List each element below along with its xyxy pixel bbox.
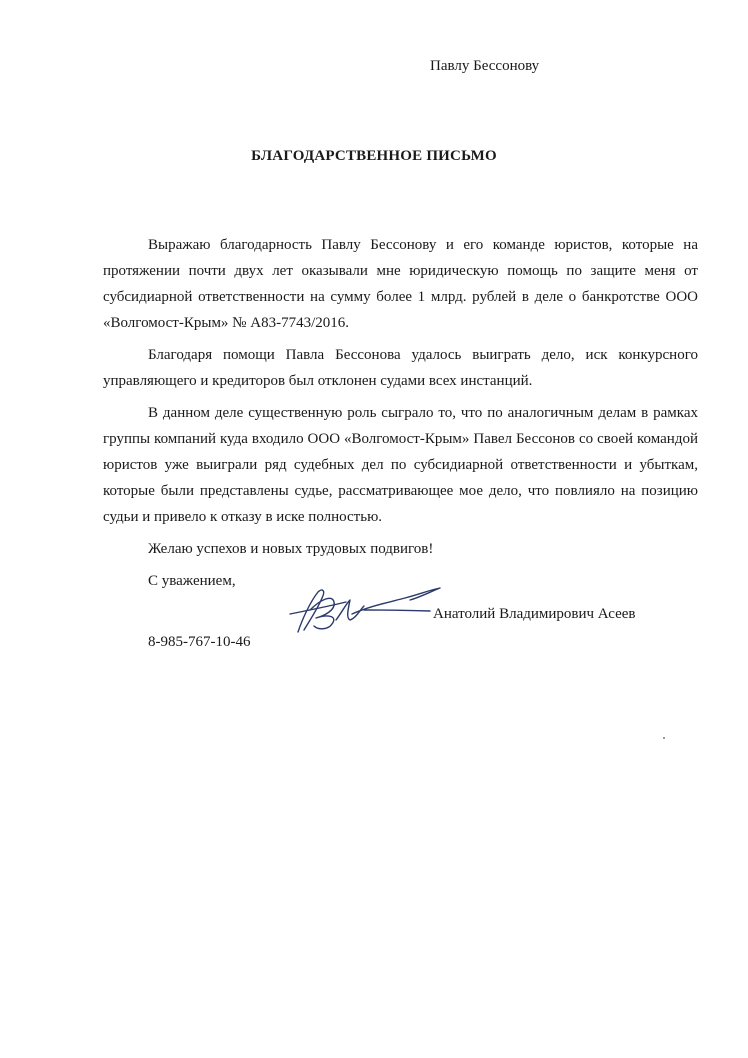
addressee: Павлу Бессонову — [430, 58, 540, 74]
letter-body — [103, 232, 698, 568]
paragraph-details: В данном деле существенную роль сыграло то, что по аналогичным делам в рамках группы компаний куда входило ООО «Волгомост-Крым» Павел Бессонов со своей командой юристов уже выиграли ряд судебных дел по субсидиарной ответственности и убыткам, которые были представлены судье, рассматривающее мое дело, что повлияло на позицию судьи и привело к отказу в иске полностью. — [103, 405, 698, 525]
signer-name: Анатолий Владимирович Асеев — [433, 606, 636, 622]
closing-salutation: С уважением, — [148, 573, 236, 589]
scan-speck — [663, 737, 665, 739]
letter-title: БЛАГОДАРСТВЕННОЕ ПИСЬМО — [251, 148, 497, 164]
paragraph-gratitude: Выражаю благодарность Павлу Бессонову и его команде юристов, которые на протяжении почти двух лет оказывали мне юридическую помощь по защите меня от субсидиарной ответственности на сумму более 1 млрд. рублей в деле о банкротстве ООО «Волгомост-Крым» № А83-7743/2016. — [103, 237, 698, 331]
paragraph-outcome: Благодаря помощи Павла Бессонова удалось выиграть дело, иск конкурсного управляющего и кредиторов был отклонен судами всех инстанций. — [103, 347, 698, 389]
phone-number: 8-985-767-10-46 — [148, 634, 251, 650]
paragraph-wishes: Желаю успехов и новых трудовых подвигов! — [148, 541, 434, 557]
